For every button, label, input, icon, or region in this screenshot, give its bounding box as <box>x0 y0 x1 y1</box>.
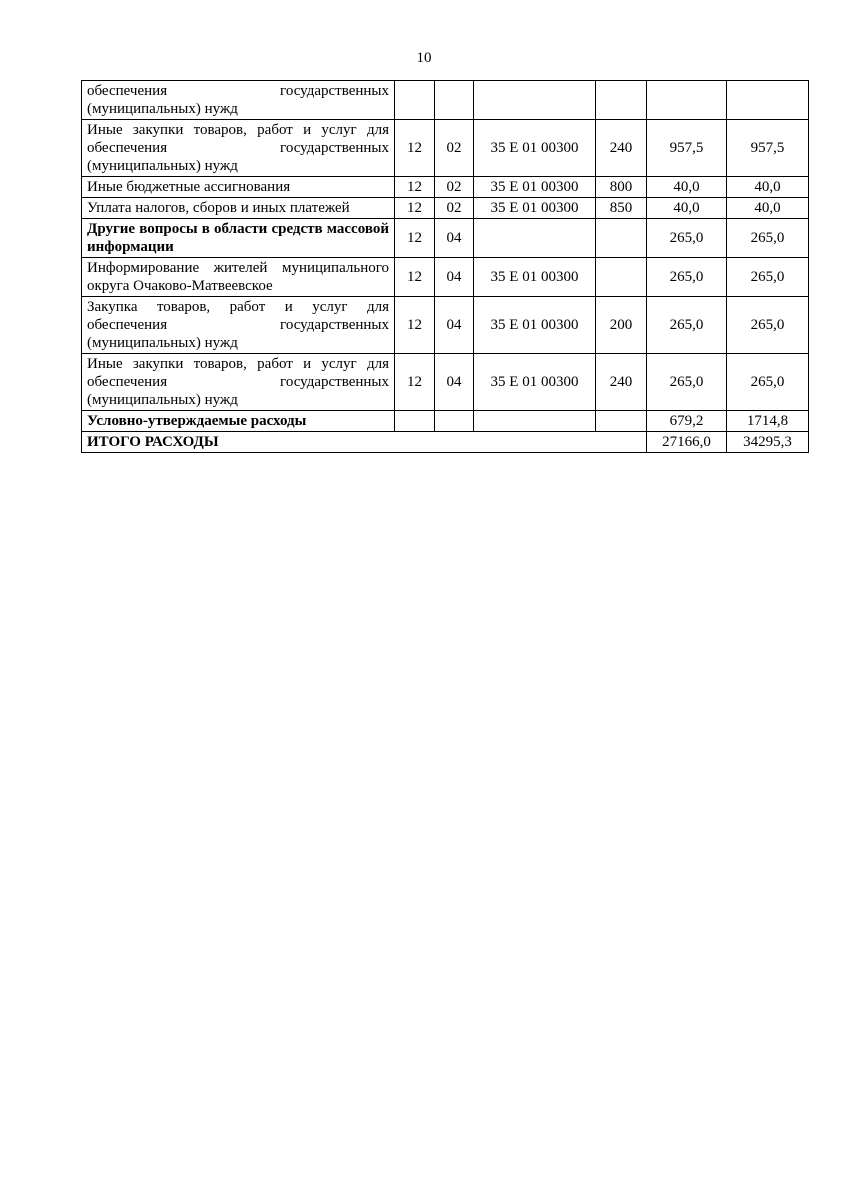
subsection-code-cell: 04 <box>435 354 474 411</box>
target-article-cell: 35 Е 01 00300 <box>474 177 596 198</box>
item-name-cell: обеспечения государственных (муниципальных) нужд <box>82 81 395 120</box>
section-code-cell: 12 <box>395 120 435 177</box>
total-label-cell: ИТОГО РАСХОДЫ <box>82 432 647 453</box>
year1-amount-cell: 265,0 <box>647 354 727 411</box>
item-name-cell: Уплата налогов, сборов и иных платежей <box>82 198 395 219</box>
year2-amount-cell: 265,0 <box>727 354 809 411</box>
target-article-cell <box>474 81 596 120</box>
year2-amount-cell: 1714,8 <box>727 411 809 432</box>
page-number: 10 <box>416 50 432 66</box>
target-article-cell: 35 Е 01 00300 <box>474 120 596 177</box>
target-article-cell <box>474 219 596 258</box>
table-row <box>82 177 809 198</box>
year2-amount-cell: 40,0 <box>727 177 809 198</box>
section-code-cell: 12 <box>395 258 435 297</box>
section-code-cell: 12 <box>395 297 435 354</box>
year1-amount-cell: 40,0 <box>647 177 727 198</box>
subsection-code-cell: 02 <box>435 198 474 219</box>
table-row <box>82 354 809 411</box>
item-name-cell: Иные закупки товаров, работ и услуг для обеспечения государственных (муниципальных) нужд <box>82 354 395 411</box>
year2-amount-cell <box>727 81 809 120</box>
subsection-code-cell: 02 <box>435 120 474 177</box>
year2-amount-cell: 40,0 <box>727 198 809 219</box>
year1-amount-cell: 40,0 <box>647 198 727 219</box>
table-row <box>82 258 809 297</box>
item-name-cell: Информирование жителей муниципального округа Очаково-Матвеевское <box>82 258 395 297</box>
target-article-cell <box>474 411 596 432</box>
expense-type-cell <box>596 258 647 297</box>
subsection-code-cell <box>435 81 474 120</box>
year1-amount-cell: 265,0 <box>647 297 727 354</box>
year1-amount-cell: 265,0 <box>647 258 727 297</box>
year1-amount-cell: 957,5 <box>647 120 727 177</box>
budget-table-body <box>82 81 809 453</box>
section-code-cell: 12 <box>395 198 435 219</box>
target-article-cell: 35 Е 01 00300 <box>474 354 596 411</box>
table-row <box>82 81 809 120</box>
total-year1-cell: 27166,0 <box>647 432 727 453</box>
subsection-code-cell: 04 <box>435 219 474 258</box>
target-article-cell: 35 Е 01 00300 <box>474 258 596 297</box>
total-row <box>82 432 809 453</box>
budget-table <box>81 80 809 453</box>
item-name-cell: Иные закупки товаров, работ и услуг для обеспечения государственных (муниципальных) нужд <box>82 120 395 177</box>
year1-amount-cell: 679,2 <box>647 411 727 432</box>
year1-amount-cell <box>647 81 727 120</box>
section-code-cell: 12 <box>395 177 435 198</box>
item-name-cell: Условно-утверждаемые расходы <box>82 411 395 432</box>
section-code-cell <box>395 81 435 120</box>
expense-type-cell: 200 <box>596 297 647 354</box>
item-name-cell: Другие вопросы в области средств массовой информации <box>82 219 395 258</box>
subsection-code-cell <box>435 411 474 432</box>
table-row <box>82 198 809 219</box>
subsection-code-cell: 04 <box>435 297 474 354</box>
target-article-cell: 35 Е 01 00300 <box>474 297 596 354</box>
subsection-code-cell: 04 <box>435 258 474 297</box>
expense-type-cell: 240 <box>596 120 647 177</box>
section-code-cell: 12 <box>395 354 435 411</box>
section-code-cell <box>395 411 435 432</box>
year2-amount-cell: 265,0 <box>727 258 809 297</box>
table-row <box>82 120 809 177</box>
year2-amount-cell: 265,0 <box>727 297 809 354</box>
subsection-code-cell: 02 <box>435 177 474 198</box>
item-name-cell: Закупка товаров, работ и услуг для обеспечения государственных (муниципальных) нужд <box>82 297 395 354</box>
total-year2-cell: 34295,3 <box>727 432 809 453</box>
table-row <box>82 297 809 354</box>
target-article-cell: 35 Е 01 00300 <box>474 198 596 219</box>
expense-type-cell <box>596 411 647 432</box>
item-name-cell: Иные бюджетные ассигнования <box>82 177 395 198</box>
table-row <box>82 219 809 258</box>
table-row <box>82 411 809 432</box>
expense-type-cell: 800 <box>596 177 647 198</box>
expense-type-cell <box>596 219 647 258</box>
expense-type-cell: 240 <box>596 354 647 411</box>
expense-type-cell <box>596 81 647 120</box>
year2-amount-cell: 265,0 <box>727 219 809 258</box>
section-code-cell: 12 <box>395 219 435 258</box>
expense-type-cell: 850 <box>596 198 647 219</box>
year1-amount-cell: 265,0 <box>647 219 727 258</box>
year2-amount-cell: 957,5 <box>727 120 809 177</box>
